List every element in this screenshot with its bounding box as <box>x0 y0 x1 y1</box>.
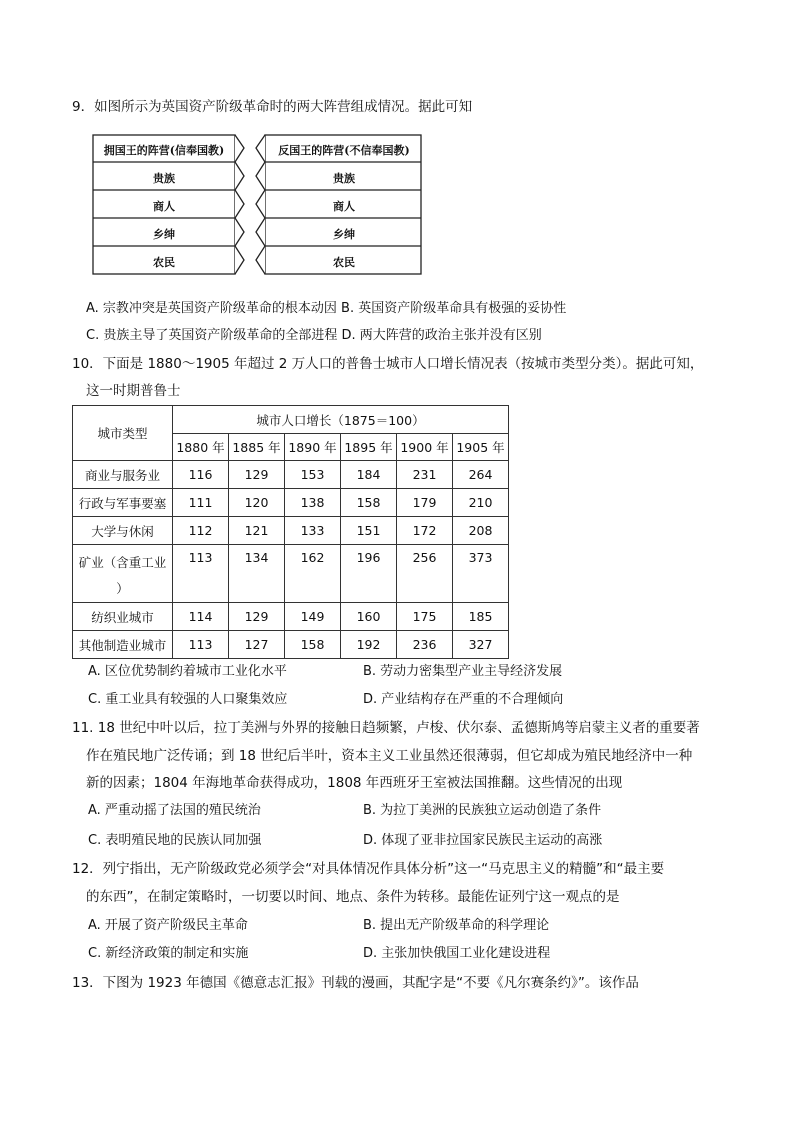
city-type <box>73 545 173 603</box>
city-type: 大学与休闲 <box>73 517 173 545</box>
q11-line3: 新的因素；1804 年海地革命获得成功，1808 年西班牙王室被法国推翻。这些情况的出现 <box>86 775 623 791</box>
table-cell: 127 <box>229 631 285 659</box>
table-row <box>73 461 509 489</box>
right-camp-header: 反国王的阵营(不信奉国教) <box>278 144 410 157</box>
table-cell: 158 <box>341 489 397 517</box>
city-type: 其他制造业城市 <box>73 631 173 659</box>
table-cell: 114 <box>173 603 229 631</box>
table-cell: 236 <box>397 631 453 659</box>
q12-option-b: B. 提出无产阶级革命的科学理论 <box>363 918 550 933</box>
table-cell: 120 <box>229 489 285 517</box>
left-row-1: 贵族 <box>153 172 175 185</box>
table-cell: 153 <box>285 461 341 489</box>
left-camp-header: 拥国王的阵营(信奉国教) <box>103 144 225 157</box>
table-cell: 160 <box>341 603 397 631</box>
left-row-2: 商人 <box>153 200 175 213</box>
q12-line1: 12．列宁指出，无产阶级政党必须学会“对具体情况作具体分析”这一“马克思主义的精髓”和“最主要 <box>72 861 665 877</box>
table-cell: 133 <box>285 517 341 545</box>
q11-option-a: A. 严重动摇了法国的殖民统治 <box>88 803 261 818</box>
q11-option-c: C. 表明殖民地的民族认同加强 <box>88 833 262 848</box>
q9-diagram <box>92 134 422 276</box>
table-cell: 210 <box>453 489 509 517</box>
q12-option-d: D. 主张加快俄国工业化建设进程 <box>363 946 551 961</box>
table-cell: 196 <box>341 545 397 603</box>
city-type-line2: ） <box>116 581 129 596</box>
table-cell: 264 <box>453 461 509 489</box>
table-cell: 184 <box>341 461 397 489</box>
table-cell: 373 <box>453 545 509 603</box>
city-type: 纺织业城市 <box>73 603 173 631</box>
population-table <box>72 405 509 659</box>
q12-option-a: A. 开展了资产阶级民主革命 <box>88 918 248 933</box>
table-cell: 111 <box>173 489 229 517</box>
type-header: 城市类型 <box>73 406 173 461</box>
q10-stem-line2: 这一时期普鲁士 <box>86 383 181 399</box>
table-cell: 121 <box>229 517 285 545</box>
q10-option-c: C. 重工业具有较强的人口聚集效应 <box>88 692 288 707</box>
table-cell: 149 <box>285 603 341 631</box>
table-row <box>73 489 509 517</box>
table-cell: 151 <box>341 517 397 545</box>
table-cell: 134 <box>229 545 285 603</box>
table-cell: 113 <box>173 631 229 659</box>
q11-option-d: D. 体现了亚非拉国家民族民主运动的高涨 <box>363 833 603 848</box>
year-header: 1905 年 <box>453 434 509 461</box>
table-cell: 231 <box>397 461 453 489</box>
table-cell: 113 <box>173 545 229 603</box>
city-type: 行政与军事要塞 <box>73 489 173 517</box>
year-header: 1890 年 <box>285 434 341 461</box>
q9-options-line1: A. 宗教冲突是英国资产阶级革命的根本动因 B. 英国资产阶级革命具有极强的妥协性 <box>86 301 567 316</box>
q10-option-d: D. 产业结构存在严重的不合理倾向 <box>363 692 564 707</box>
city-type: 商业与服务业 <box>73 461 173 489</box>
table-cell: 162 <box>285 545 341 603</box>
q13-line1: 13．下图为 1923 年德国《德意志汇报》刊载的漫画，其配字是“不要《凡尔赛条约》”。该作品 <box>72 975 639 991</box>
q9-options-line2: C. 贵族主导了英国资产阶级革命的全部进程 D. 两大阵营的政治主张并没有区别 <box>86 328 542 343</box>
growth-header: 城市人口增长（1875＝100） <box>173 406 509 434</box>
year-header: 1895 年 <box>341 434 397 461</box>
q11-line2: 作在殖民地广泛传诵；到 18 世纪后半叶，资本主义工业虽然还很薄弱，但它却成为殖民地经济中一种 <box>86 748 693 764</box>
q10-stem-line1: 10．下面是 1880～1905 年超过 2 万人口的普鲁士城市人口增长情况表（按城市类型分类）。据此可知， <box>72 356 704 372</box>
year-header: 1885 年 <box>229 434 285 461</box>
q10-option-a: A. 区位优势制约着城市工业化水平 <box>88 664 287 679</box>
right-row-4: 农民 <box>333 256 355 269</box>
q10-option-b: B. 劳动力密集型产业主导经济发展 <box>363 664 563 679</box>
year-header: 1900 年 <box>397 434 453 461</box>
table-row <box>73 517 509 545</box>
left-row-3: 乡绅 <box>153 228 175 241</box>
q11-line1: 11. 18 世纪中叶以后，拉丁美洲与外界的接触日趋频繁，卢梭、伏尔泰、孟德斯鸠等启蒙主义者的重要著 <box>72 720 700 736</box>
table-cell: 129 <box>229 461 285 489</box>
right-row-2: 商人 <box>333 200 355 213</box>
table-cell: 327 <box>453 631 509 659</box>
table-cell: 192 <box>341 631 397 659</box>
q12-line2: 的东西”，在制定策略时，一切要以时间、地点、条件为转移。最能佐证列宁这一观点的是 <box>86 889 620 905</box>
table-row <box>73 631 509 659</box>
table-cell: 116 <box>173 461 229 489</box>
table-cell: 208 <box>453 517 509 545</box>
year-header: 1880 年 <box>173 434 229 461</box>
right-row-1: 贵族 <box>333 172 355 185</box>
table-cell: 172 <box>397 517 453 545</box>
q12-option-c: C. 新经济政策的制定和实施 <box>88 946 249 961</box>
table-cell: 138 <box>285 489 341 517</box>
table-row <box>73 545 509 603</box>
q9-stem: 9．如图所示为英国资产阶级革命时的两大阵营组成情况。据此可知 <box>72 99 473 115</box>
table-cell: 129 <box>229 603 285 631</box>
table-cell: 179 <box>397 489 453 517</box>
table-row <box>73 603 509 631</box>
table-cell: 256 <box>397 545 453 603</box>
table-cell: 158 <box>285 631 341 659</box>
table-cell: 112 <box>173 517 229 545</box>
left-row-4: 农民 <box>153 256 175 269</box>
table-cell: 185 <box>453 603 509 631</box>
right-row-3: 乡绅 <box>333 228 355 241</box>
table-cell: 175 <box>397 603 453 631</box>
q11-option-b: B. 为拉丁美洲的民族独立运动创造了条件 <box>363 803 602 818</box>
city-type-line1: 矿业（含重工业 <box>78 555 167 570</box>
